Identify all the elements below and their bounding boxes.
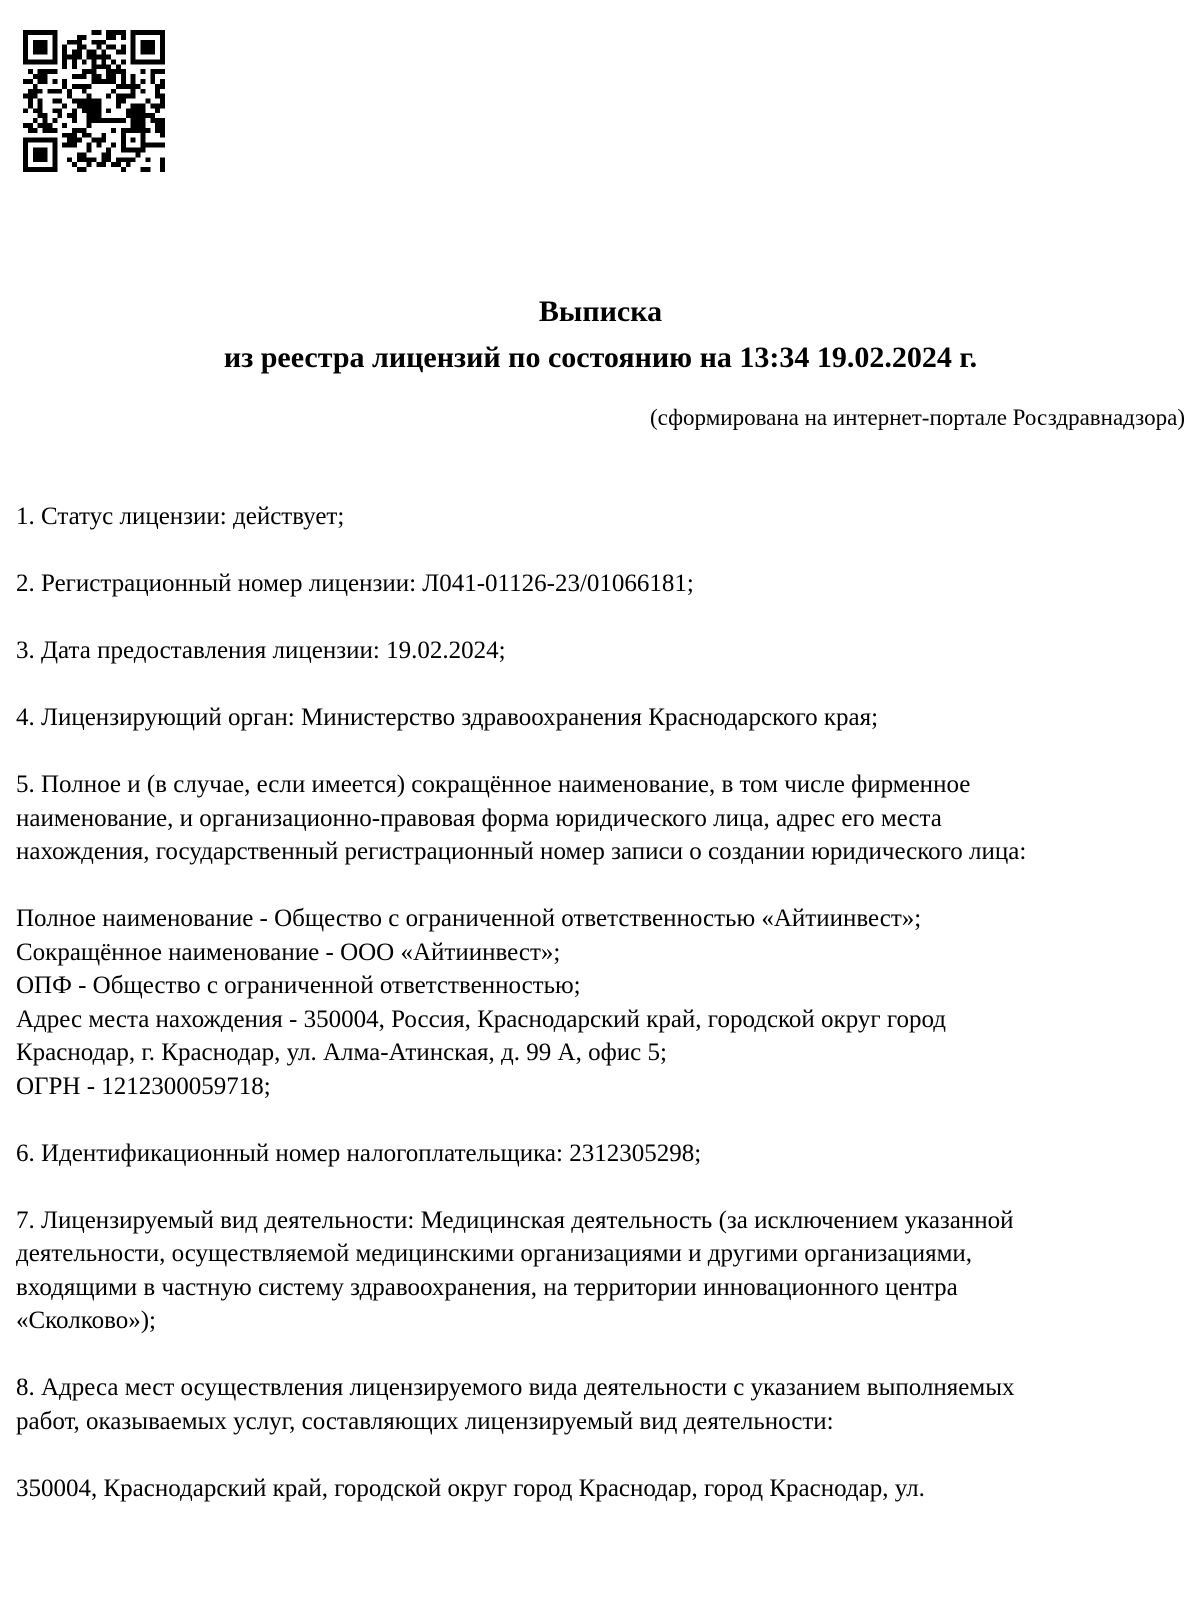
paragraph-license-status: 1. Статус лицензии: действует; <box>16 503 345 530</box>
paragraph-taxpayer-number: 6. Идентификационный номер налогоплательщика: 2312305298; <box>16 1139 702 1167</box>
paragraph-activity-address: 350004, Краснодарский край, городской округ город Краснодар, город Краснодар, ул. <box>16 1474 925 1502</box>
paragraph-organization-details: Полное наименование - Общество с ограниченной ответственностью «Айтиинвест»; Сокращённое наименование - ООО «Айтиинвест»; ОПФ - Общество с ограниченной ответственностью; Адрес места нахождения - 350004, Россия, Краснодарский край, городской округ город Краснодар, г. Краснодар, ул. Алма-Атинская, д. 99 А, офис 5; ОГРН - 1212300059718; <box>16 905 946 1100</box>
paragraph-registration-number: 2. Регистрационный номер лицензии: Л041-01126-23/01066181; <box>16 570 694 597</box>
paragraph-licensing-authority: 4. Лицензирующий орган: Министерство здравоохранения Краснодарского края; <box>16 704 879 731</box>
license-extract-page <box>0 30 1200 1598</box>
paragraph-name-section-intro: 5. Полное и (в случае, если имеется) сокращённое наименование, в том числе фирменное наименование, и организационно-правовая форма юридического лица, адрес его места нахождения, государственный регистрационный номер записи о создании юридического лица: <box>16 771 1027 865</box>
document-body <box>16 500 1185 1505</box>
document-subtitle: (сформирована на интернет-портале Росздравнадзора) <box>650 405 1185 430</box>
paragraph-licensed-activity: 7. Лицензируемый вид деятельности: Медицинская деятельность (за исключением указанной деятельности, осуществляемой медицинскими организациями и другими организациями, входящими в частную систему здравоохранения, на территории инновационного центра «Сколково»); <box>16 1206 1014 1334</box>
paragraph-addresses-intro: 8. Адреса мест осуществления лицензируемого вида деятельности с указанием выполняемых работ, оказываемых услуг, составляющих лицензируемый вид деятельности: <box>16 1374 1015 1435</box>
qr-code <box>23 30 165 172</box>
paragraph-license-date: 3. Дата предоставления лицензии: 19.02.2024; <box>16 637 506 664</box>
document-title: Выписка из реестра лицензий по состоянию на 13:34 19.02.2024 г. <box>223 295 978 374</box>
